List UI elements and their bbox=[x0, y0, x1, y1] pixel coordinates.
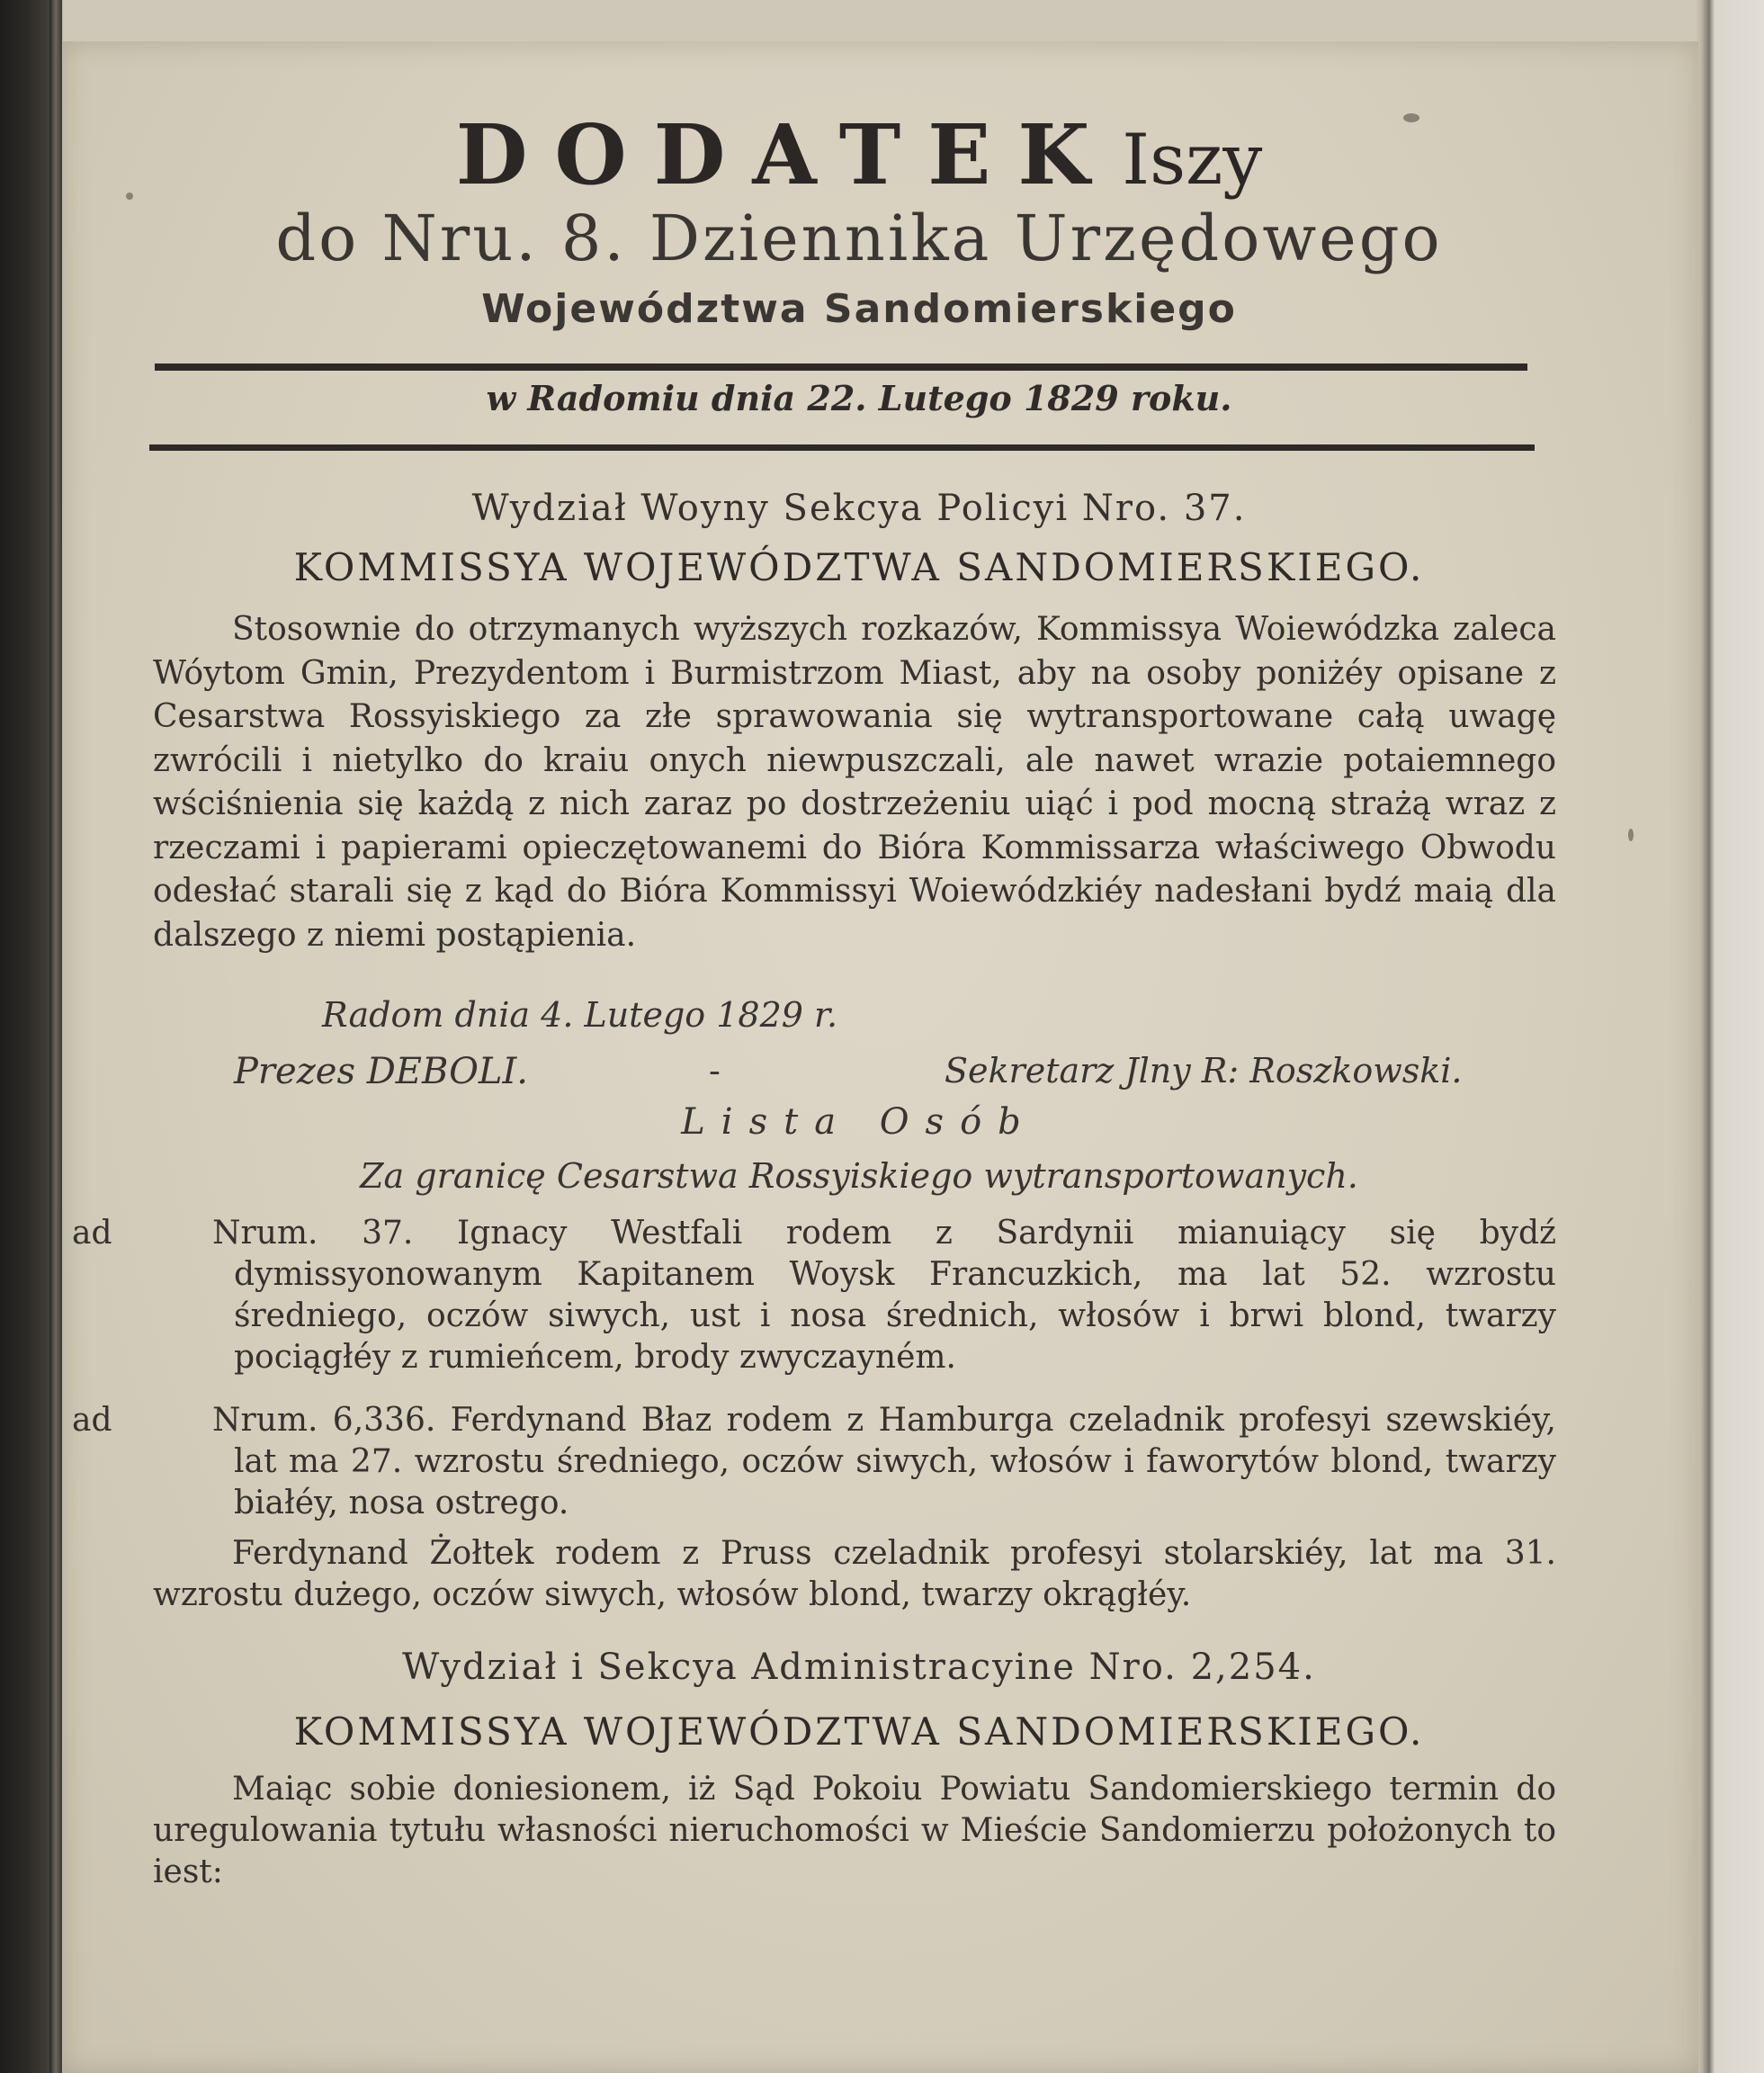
section1-department: Wydział Woyny Sekcya Policyi Nro. 37. bbox=[471, 488, 1247, 529]
entry-prefix: ad bbox=[72, 1215, 112, 1252]
masthead-region: Województwa Sandomierskiego bbox=[481, 286, 1237, 332]
list-item bbox=[72, 1400, 1556, 1524]
list-item bbox=[153, 1533, 1556, 1616]
section1-body bbox=[153, 608, 1556, 957]
entry-text: Nrum. 6,336. Ferdynand Błaz rodem z Hamburga czeladnik profesyi szewskiéy, lat ma 27. wzrostu średniego, oczów siwych, włosów i faworytów blond, twarzy białéy, nosa ostrego. bbox=[212, 1402, 1556, 1521]
section1-date: Radom dnia 4. Lutego 1829 r. bbox=[322, 995, 838, 1035]
paper-blemish bbox=[126, 193, 133, 200]
masthead-title bbox=[153, 106, 1565, 203]
section1-authority: KOMMISSYA WOJEWÓDZTWA SANDOMIERSKIEGO. bbox=[293, 545, 1425, 589]
section2-authority: KOMMISSYA WOJEWÓDZTWA SANDOMIERSKIEGO. bbox=[293, 1710, 1425, 1754]
section2-body bbox=[153, 1769, 1556, 1893]
section1-body-text: Stosownie do otrzymanych wyższych rozkazów, Kommissya Woiewódzka zaleca Wóytom Gmin, Prezydentom i Burmistrzom Miast, aby na osoby poniżéy opisane z Cesarstwa Rossyiskiego za złe sprawowania się wytransportowane całą uwagę zwrócili i nietylko do kraiu onych niewpuszczali, ale nawet wrazie potaiemnego wściśnienia się każdą z nich zaraz po dostrzeżeniu uiąć i pod mocną strażą wraz z rzeczami i papierami opieczętowanemi do Bióra Kommissarza właściwego Obwodu odesłać starali się z kąd do Bióra Kommissyi Woiewódzkiéy nadesłani bydź maią dla dalszego z niemi postąpienia. bbox=[153, 611, 1556, 954]
entry-prefix: ad bbox=[72, 1402, 112, 1439]
secretary-signature: Sekretarz Jlny R: Roszkowski. bbox=[945, 1051, 1463, 1090]
signature-separator: - bbox=[709, 1051, 721, 1090]
issue-dateline: w Radomiu dnia 22. Lutego 1829 roku. bbox=[486, 378, 1232, 418]
section2-department: Wydział i Sekcya Administracyine Nro. 2,254. bbox=[402, 1647, 1316, 1688]
top-rule bbox=[155, 363, 1527, 371]
title-suffix: Iszy bbox=[1122, 120, 1263, 201]
masthead-subtitle: do Nru. 8. Dziennika Urzędowego bbox=[275, 202, 1443, 275]
bottom-rule bbox=[149, 444, 1535, 451]
list-subtitle: Za granicę Cesarstwa Rossyiskiego wytransportowanych. bbox=[360, 1156, 1358, 1196]
paper-blemish bbox=[1628, 829, 1634, 841]
list-item bbox=[72, 1213, 1556, 1378]
title-word: DODATEK bbox=[455, 106, 1117, 203]
president-signature: Prezes DEBOLI. bbox=[234, 1051, 528, 1092]
section2-body-text: Maiąc sobie doniesionem, iż Sąd Pokoiu Powiatu Sandomierskiego termin do uregulowania tytułu własności nieruchomości w Mieście Sandomierzu położonych to iest: bbox=[153, 1771, 1556, 1890]
entry-text: Nrum. 37. Ignacy Westfali rodem z Sardynii mianuiący się bydź dymissyonowanym Kapitanem Woysk Francuzkich, ma lat 52. wzrostu średniego, oczów siwych, ust i nosa średnich, włosów i brwi blond, twarzy pociągłéy z rumieńcem, brody zwyczayném. bbox=[212, 1215, 1556, 1376]
book-spine bbox=[49, 0, 62, 2073]
entry-text: Ferdynand Żołtek rodem z Pruss czeladnik profesyi stolarskiéy, lat ma 31. wzrostu dużego, oczów siwych, włosów blond, twarzy okrągłéy. bbox=[153, 1535, 1556, 1613]
list-title: Lista Osób bbox=[681, 1101, 1037, 1143]
